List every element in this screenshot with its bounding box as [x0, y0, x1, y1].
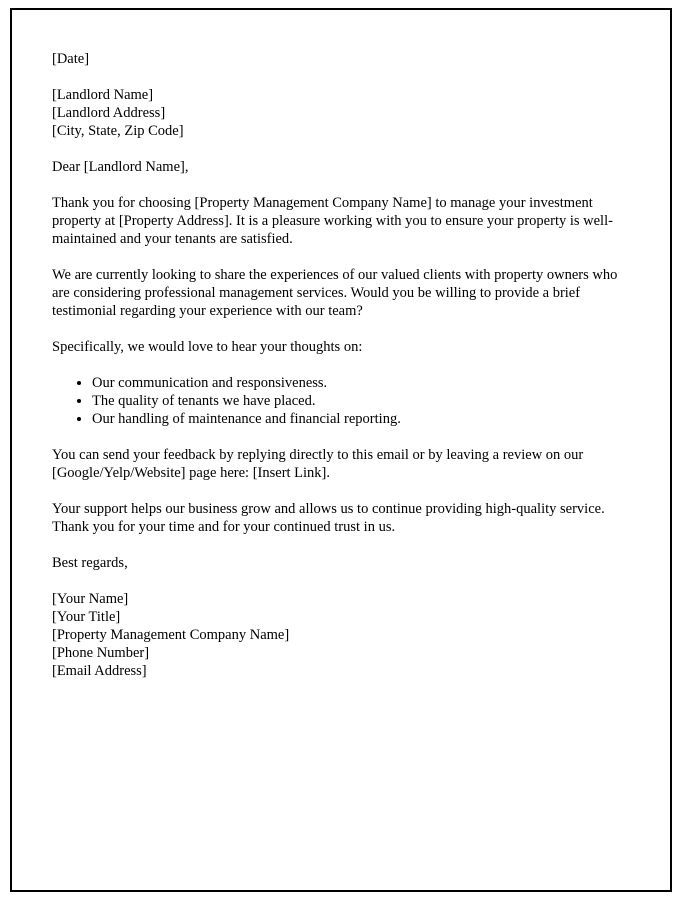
closing: Best regards, [52, 555, 128, 571]
paragraph-thank-you: Thank you for choosing [Property Management Company Name] to manage your investment property at [Property Address]. It is a pleasure working with you to ensure your property is well-maintained and your tenants are satisfied. [52, 195, 613, 247]
signature-name: [Your Name] [52, 591, 129, 607]
salutation: Dear [Landlord Name], [52, 159, 189, 175]
recipient-name: [Landlord Name] [52, 87, 154, 103]
signature-email: [Email Address] [52, 663, 147, 679]
letter-date: [Date] [52, 51, 90, 67]
feedback-topics-list [52, 374, 632, 428]
paragraph-feedback-instructions: You can send your feedback by replying directly to this email or by leaving a review on our [Google/Yelp/Website] page here: [Insert Link]. [52, 447, 584, 481]
list-item: • The quality of tenants we have placed. [92, 392, 632, 410]
signature-title: [Your Title] [52, 609, 121, 625]
recipient-city-state-zip: [City, State, Zip Code] [52, 123, 184, 139]
list-item: • Our handling of maintenance and financial reporting. [92, 410, 632, 428]
paragraph-gratitude: Your support helps our business grow and allows us to continue providing high-quality service. Thank you for your time and for your continued trust in us. [52, 501, 605, 535]
signature-company: [Property Management Company Name] [52, 627, 290, 643]
paragraph-specifics-intro: Specifically, we would love to hear your thoughts on: [52, 339, 363, 355]
list-item: • Our communication and responsiveness. [92, 374, 632, 392]
signature-phone: [Phone Number] [52, 645, 150, 661]
letter-page [10, 8, 672, 892]
paragraph-testimonial-request: We are currently looking to share the experiences of our valued clients with property owners who are considering professional management services. Would you be willing to provide a brief testimonial regarding your experience with our team? [52, 267, 618, 319]
signature-block [52, 590, 632, 680]
recipient-block [52, 86, 632, 140]
recipient-address: [Landlord Address] [52, 105, 166, 121]
